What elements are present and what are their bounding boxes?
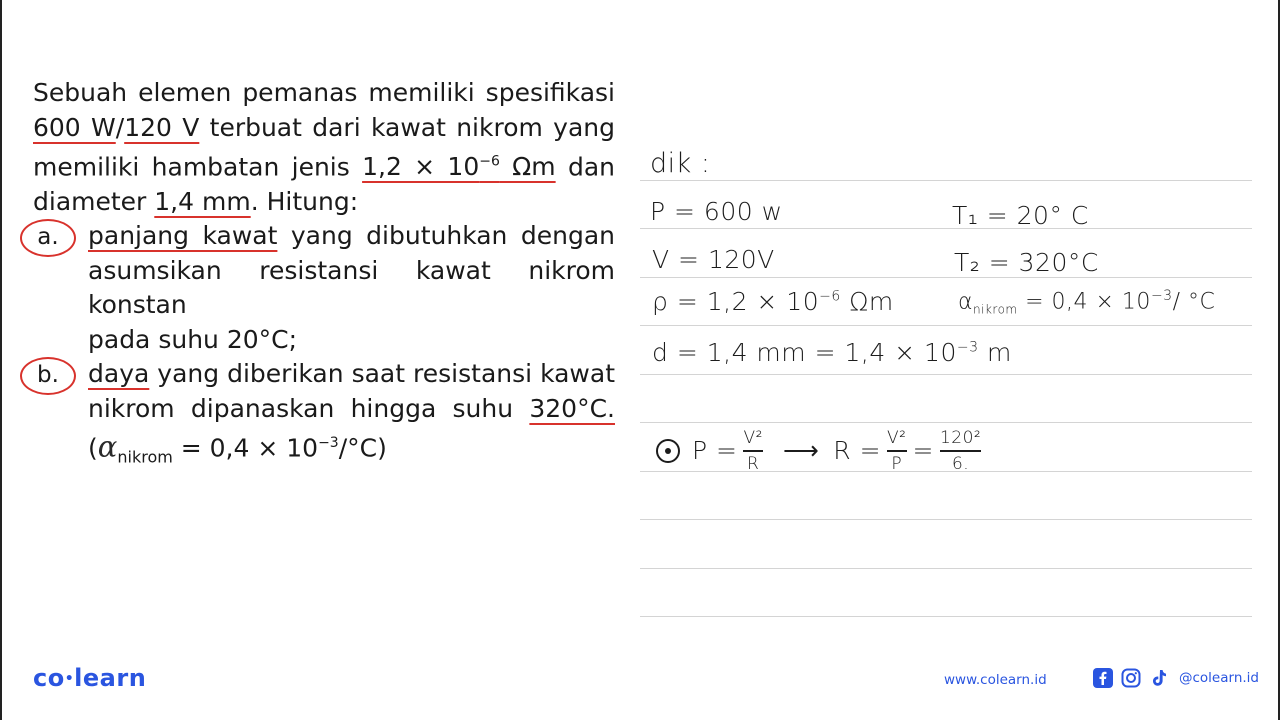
equals-sign: = [912, 436, 934, 466]
problem-text: pada suhu 20°C; [88, 324, 298, 354]
given-heading: dik : [650, 148, 711, 179]
problem-text: yang dibutuhkan dengan [277, 221, 615, 251]
ruled-line [640, 180, 1252, 181]
arrow-icon: ⟶ [782, 436, 820, 466]
problem-text: . Hitung: [250, 186, 359, 216]
problem-text: yang diberikan saat resistansi kawat [149, 359, 615, 389]
note-voltage: V = 120V [652, 245, 775, 274]
problem-line [33, 185, 615, 220]
note-alpha: $\alpha_{nikrom} = 0,4 \times 10^{-3}/$ °C [958, 288, 1216, 317]
problem-line [88, 392, 615, 427]
ruled-line [640, 616, 1252, 617]
problem-text: terbuat dari kawat nikrom yang [199, 112, 615, 142]
note-t1: T₁ = 20° C [952, 201, 1089, 230]
temperature-value: 320°C. [529, 393, 615, 423]
fraction-v2-over-p: $\frac{\text{V²}}{P}$ [887, 428, 907, 474]
problem-text: dan [555, 152, 615, 182]
problem-line [88, 219, 615, 254]
formula-p: P = [692, 436, 738, 466]
bullet-circle-icon [656, 439, 680, 463]
voltage-spec: 120 V [124, 112, 200, 142]
problem-line [33, 76, 615, 111]
facebook-icon[interactable] [1093, 668, 1113, 688]
note-t2: T₂ = 320°C [954, 248, 1099, 277]
ruled-line [640, 568, 1252, 569]
note-diameter: d = 1,4 mm = $1,4 \times 10^{-3}$ m [652, 338, 1012, 367]
formula-line [656, 428, 987, 474]
question-item-b [33, 357, 615, 475]
problem-line [88, 323, 615, 358]
keyword-panjang-kawat: panjang kawat [88, 221, 278, 251]
fraction-120sq-over-6: $\frac{\text{120²}}{6.}$ [939, 428, 982, 474]
fraction-v2-over-r: $\frac{\text{V²}}{R}$ [743, 428, 763, 474]
problem-text: nikrom dipanaskan hingga suhu [88, 393, 530, 423]
ruled-line [640, 277, 1252, 278]
slash: / [115, 112, 125, 142]
resistivity-value: $1,2 \times 10^{-6}$ Ωm [362, 152, 556, 182]
colearn-logo: co•learn [33, 664, 147, 692]
problem-line [88, 254, 615, 323]
item-marker-b: b. [20, 357, 76, 395]
note-resistivity: $\rho = 1,2 \times 10^{-6}$ Ωm [652, 287, 894, 316]
item-marker-a: a. [20, 219, 76, 257]
alpha-line: $(\alpha_{nikrom} = 0,4 \times 10^{-3}/^\circ C)$ [88, 429, 387, 467]
problem-line [33, 111, 615, 146]
ruled-line [640, 228, 1252, 229]
problem-line [88, 357, 615, 392]
problem-line [33, 145, 615, 185]
problem-statement [33, 76, 615, 475]
social-links [1093, 668, 1259, 688]
question-item-a [33, 219, 615, 357]
website-link[interactable]: www.colearn.id [944, 672, 1047, 688]
problem-text: memiliki hambatan jenis [33, 152, 363, 182]
keyword-daya: daya [88, 359, 150, 389]
ruled-line [640, 374, 1252, 375]
tiktok-icon[interactable] [1149, 668, 1169, 688]
problem-text: asumsikan resistansi kawat nikrom konstan [88, 255, 615, 320]
social-handle[interactable]: @colearn.id [1179, 670, 1259, 686]
note-power: P = 600 w [650, 197, 783, 226]
ruled-line [640, 422, 1252, 423]
diameter-value: 1,4 mm [154, 186, 251, 216]
ruled-line [640, 325, 1252, 326]
alpha-symbol: α [97, 429, 118, 464]
instagram-icon[interactable] [1121, 668, 1141, 688]
power-spec: 600 W [33, 112, 116, 142]
problem-text: Sebuah elemen pemanas memiliki spesifikasi [33, 78, 615, 107]
formula-r: R = [833, 436, 882, 466]
ruled-line [640, 519, 1252, 520]
problem-text: diameter [33, 186, 155, 216]
